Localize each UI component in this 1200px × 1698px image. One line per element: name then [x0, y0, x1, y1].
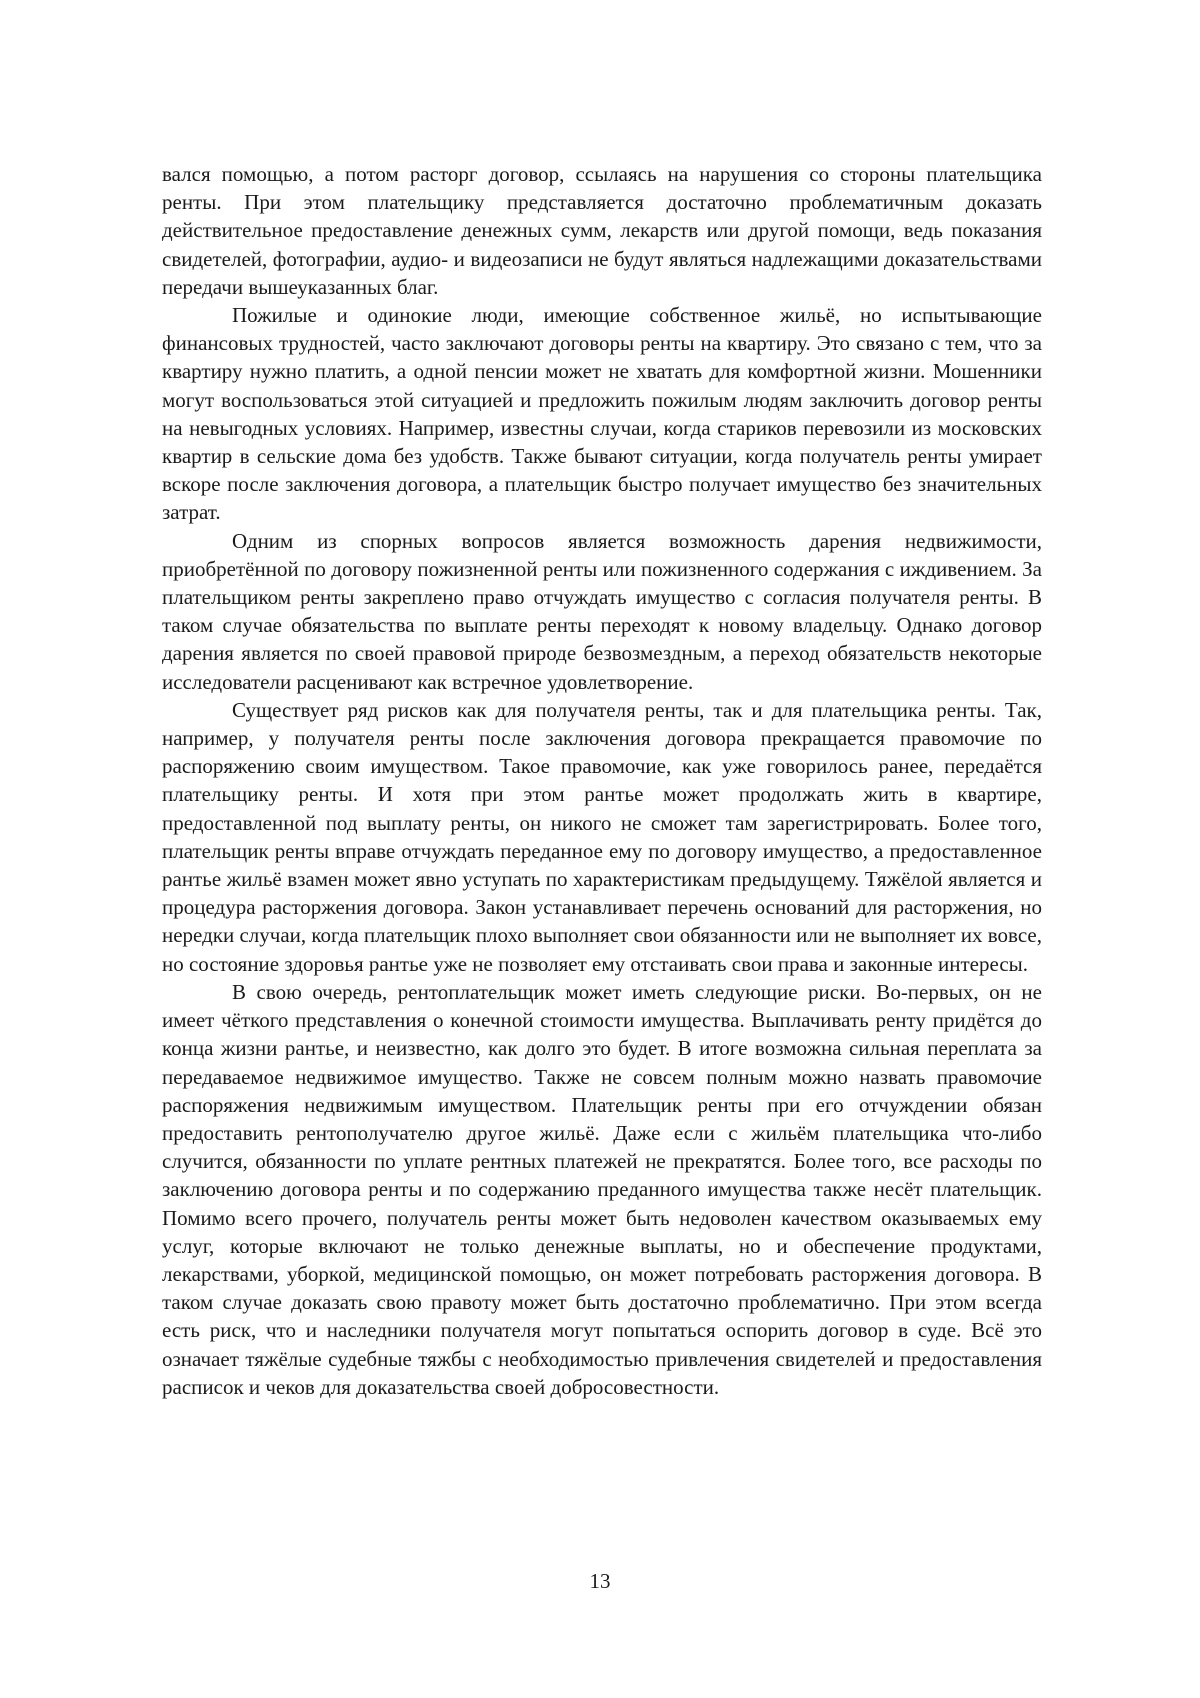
- paragraph-5: В свою очередь, рентоплательщик может иметь следующие риски. Во-первых, он не имеет чёткого представления о конечной стоимости имущества. Выплачивать ренту придётся до конца жизни рантье, и неизвестно, как долго это будет. В итоге возможна сильная переплата за передаваемое недвижимое имущество. Также не совсем полным можно назвать правомочие распоряжения недвижимым имуществом. Плательщик ренты при его отчуждении обязан предоставить рентополучателю другое жильё. Даже если с жильём плательщика что-либо случится, обязанности по уплате рентных платежей не прекратятся. Более того, все расходы по заключению договора ренты и по содержанию преданного имущества также несёт плательщик. Помимо всего прочего, получатель ренты может быть недоволен качеством оказываемых ему услуг, которые включают не только денежные выплаты, но и обеспечение продуктами, лекарствами, уборкой, медицинской помощью, он может потребовать расторжения договора. В таком случае доказать свою правоту может быть достаточно проблематично. При этом всегда есть риск, что и наследники получателя могут попытаться оспорить договор в суде. Всё это означает тяжёлые судебные тяжбы с необходимостью привлечения свидетелей и предоставления расписок и чеков для доказательства своей добросовестности.: [162, 978, 1042, 1401]
- paragraph-4: Существует ряд рисков как для получателя ренты, так и для плательщика ренты. Так, например, у получателя ренты после заключения договора прекращается правомочие по распоряжению своим имуществом. Такое правомочие, как уже говорилось ранее, передаётся плательщику ренты. И хотя при этом рантье может продолжать жить в квартире, предоставленной под выплату ренты, он никого не сможет там зарегистрировать. Более того, плательщик ренты вправе отчуждать переданное ему по договору имущество, а предоставленное рантье жильё взамен может явно уступать по характеристикам предыдущему. Тяжёлой является и процедура расторжения договора. Закон устанавливает перечень оснований для расторжения, но нередки случаи, когда плательщик плохо выполняет свои обязанности или не выполняет их вовсе, но состояние здоровья рантье уже не позволяет ему отстаивать свои права и законные интересы.: [162, 696, 1042, 978]
- paragraph-2: Пожилые и одинокие люди, имеющие собственное жильё, но испытывающие финансовых трудностей, часто заключают договоры ренты на квартиру. Это связано с тем, что за квартиру нужно платить, а одной пенсии может не хватать для комфортной жизни. Мошенники могут воспользоваться этой ситуацией и предложить пожилым людям заключить договор ренты на невыгодных условиях. Например, известны случаи, когда стариков перевозили из московских квартир в сельские дома без удобств. Также бывают ситуации, когда получатель ренты умирает вскоре после заключения договора, а плательщик быстро получает имущество без значительных затрат.: [162, 301, 1042, 527]
- paragraph-1: вался помощью, а потом расторг договор, ссылаясь на нарушения со стороны плательщика ренты. При этом плательщику представляется достаточно проблематичным доказать действительное предоставление денежных сумм, лекарств или другой помощи, ведь показания свидетелей, фотографии, аудио- и видеозаписи не будут являться надлежащими доказательствами передачи вышеуказанных благ.: [162, 160, 1042, 301]
- body-text: [162, 160, 1042, 1401]
- document-page: [0, 0, 1200, 1698]
- paragraph-3: Одним из спорных вопросов является возможность дарения недвижимости, приобретённой по договору пожизненной ренты или пожизненного содержания с иждивением. За плательщиком ренты закреплено право отчуждать имущество с согласия получателя ренты. В таком случае обязательства по выплате ренты переходят к новому владельцу. Однако договор дарения является по своей правовой природе безвозмездным, а переход обязательств некоторые исследователи расценивают как встречное удовлетворение.: [162, 527, 1042, 696]
- page-number: 13: [0, 1569, 1200, 1594]
